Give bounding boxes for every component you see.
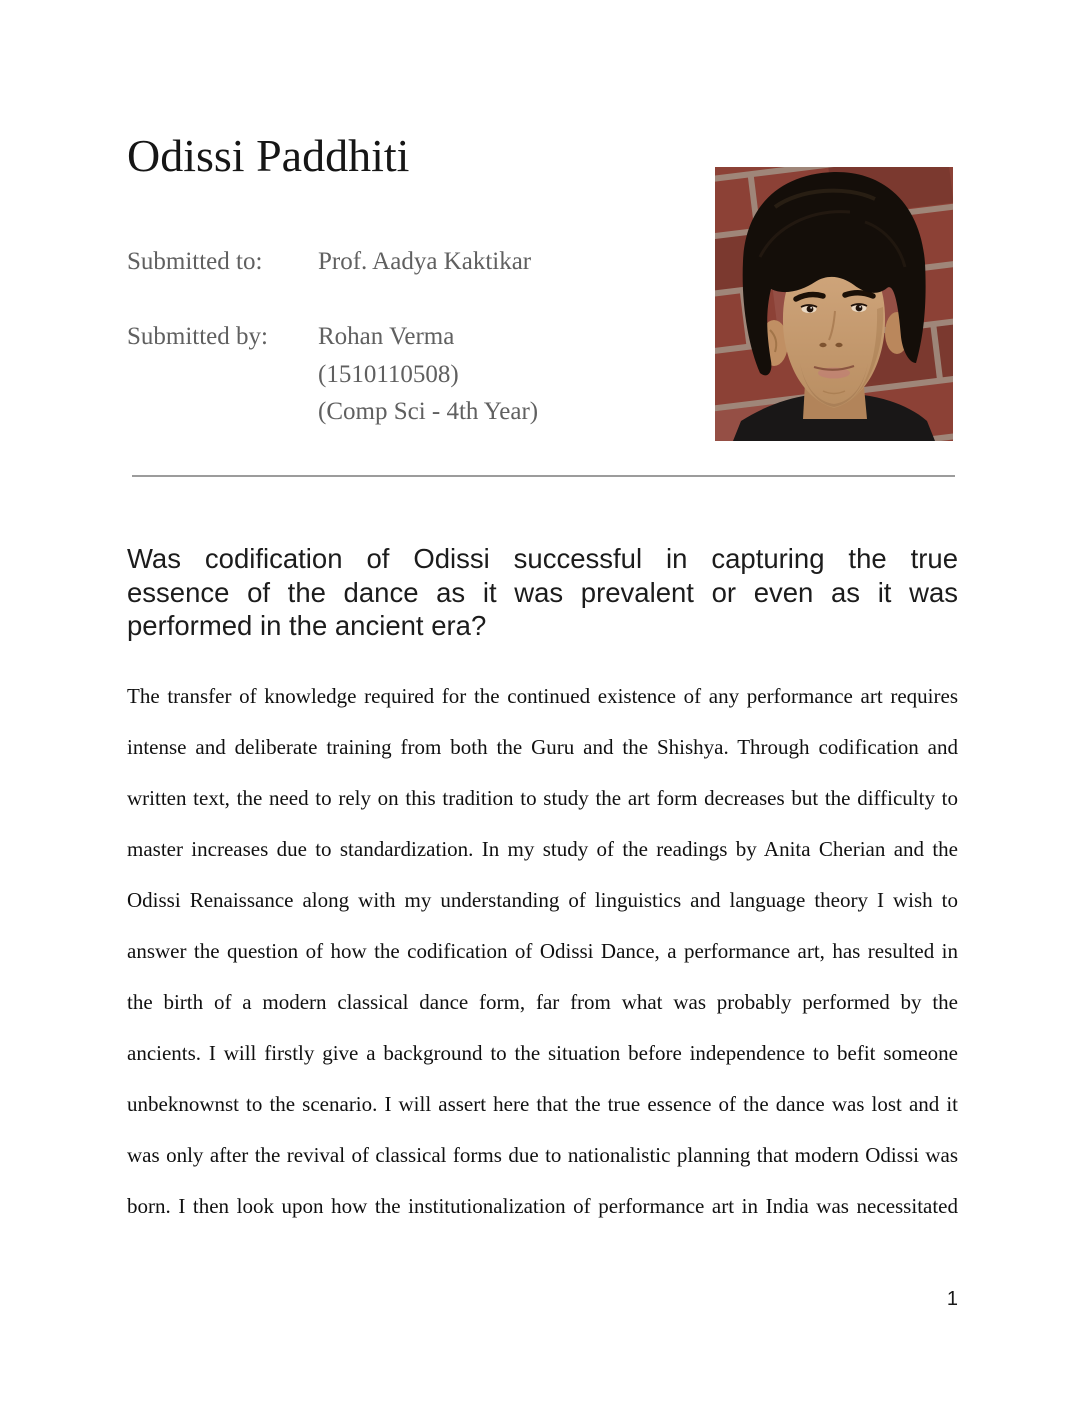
body-line: The transfer of knowledge required for the continued existence of any performance art requires	[127, 684, 958, 708]
body-line: born. I then look upon how the institutionalization of performance art in India was necessitated	[127, 1194, 958, 1218]
body-line: written text, the need to rely on this tradition to study the art form decreases but the difficulty to	[127, 786, 958, 810]
submitted-by-roll-number: (1510110508)	[318, 360, 459, 388]
horizontal-rule	[132, 475, 955, 477]
body-line: ancients. I will firstly give a background to the situation before independence to befit someone	[127, 1041, 958, 1065]
submitted-to-label: Submitted to:	[127, 248, 263, 275]
body-line: unbeknownst to the scenario. I will assert here that the true essence of the dance was lost and it	[127, 1092, 958, 1116]
submitted-to-value: Prof. Aadya Kaktikar	[318, 248, 532, 275]
student-photo-graphic	[715, 167, 953, 441]
body-line: master increases due to standardization. In my study of the readings by Anita Cherian and the	[127, 837, 958, 861]
body-line: was only after the revival of classical forms due to nationalistic planning that modern Odissi was	[127, 1143, 958, 1167]
body-line: answer the question of how the codification of Odissi Dance, a performance art, has resulted in	[127, 939, 958, 963]
essay-body-paragraph	[127, 683, 958, 1244]
essay-question-heading	[127, 542, 958, 643]
body-line: the birth of a modern classical dance form, far from what was probably performed by the	[127, 990, 958, 1014]
submitted-by-label: Submitted by:	[127, 323, 268, 350]
page-number: 1	[946, 1288, 958, 1310]
submitted-by-course: (Comp Sci - 4th Year)	[318, 398, 539, 425]
student-photo	[715, 167, 953, 441]
body-line: intense and deliberate training from both the Guru and the Shishya. Through codification and	[127, 735, 958, 759]
heading-line: essence of the dance as it was prevalent or even as it was	[127, 576, 958, 608]
body-line: Odissi Renaissance along with my understanding of linguistics and language theory I wish to	[127, 888, 958, 912]
heading-line: Was codification of Odissi successful in capturing the true	[127, 543, 958, 574]
submitted-by-name: Rohan Verma	[318, 323, 455, 350]
heading-line: performed in the ancient era?	[127, 610, 487, 641]
document-title: Odissi Paddhiti	[127, 130, 410, 181]
submitted-by-values	[318, 318, 538, 431]
